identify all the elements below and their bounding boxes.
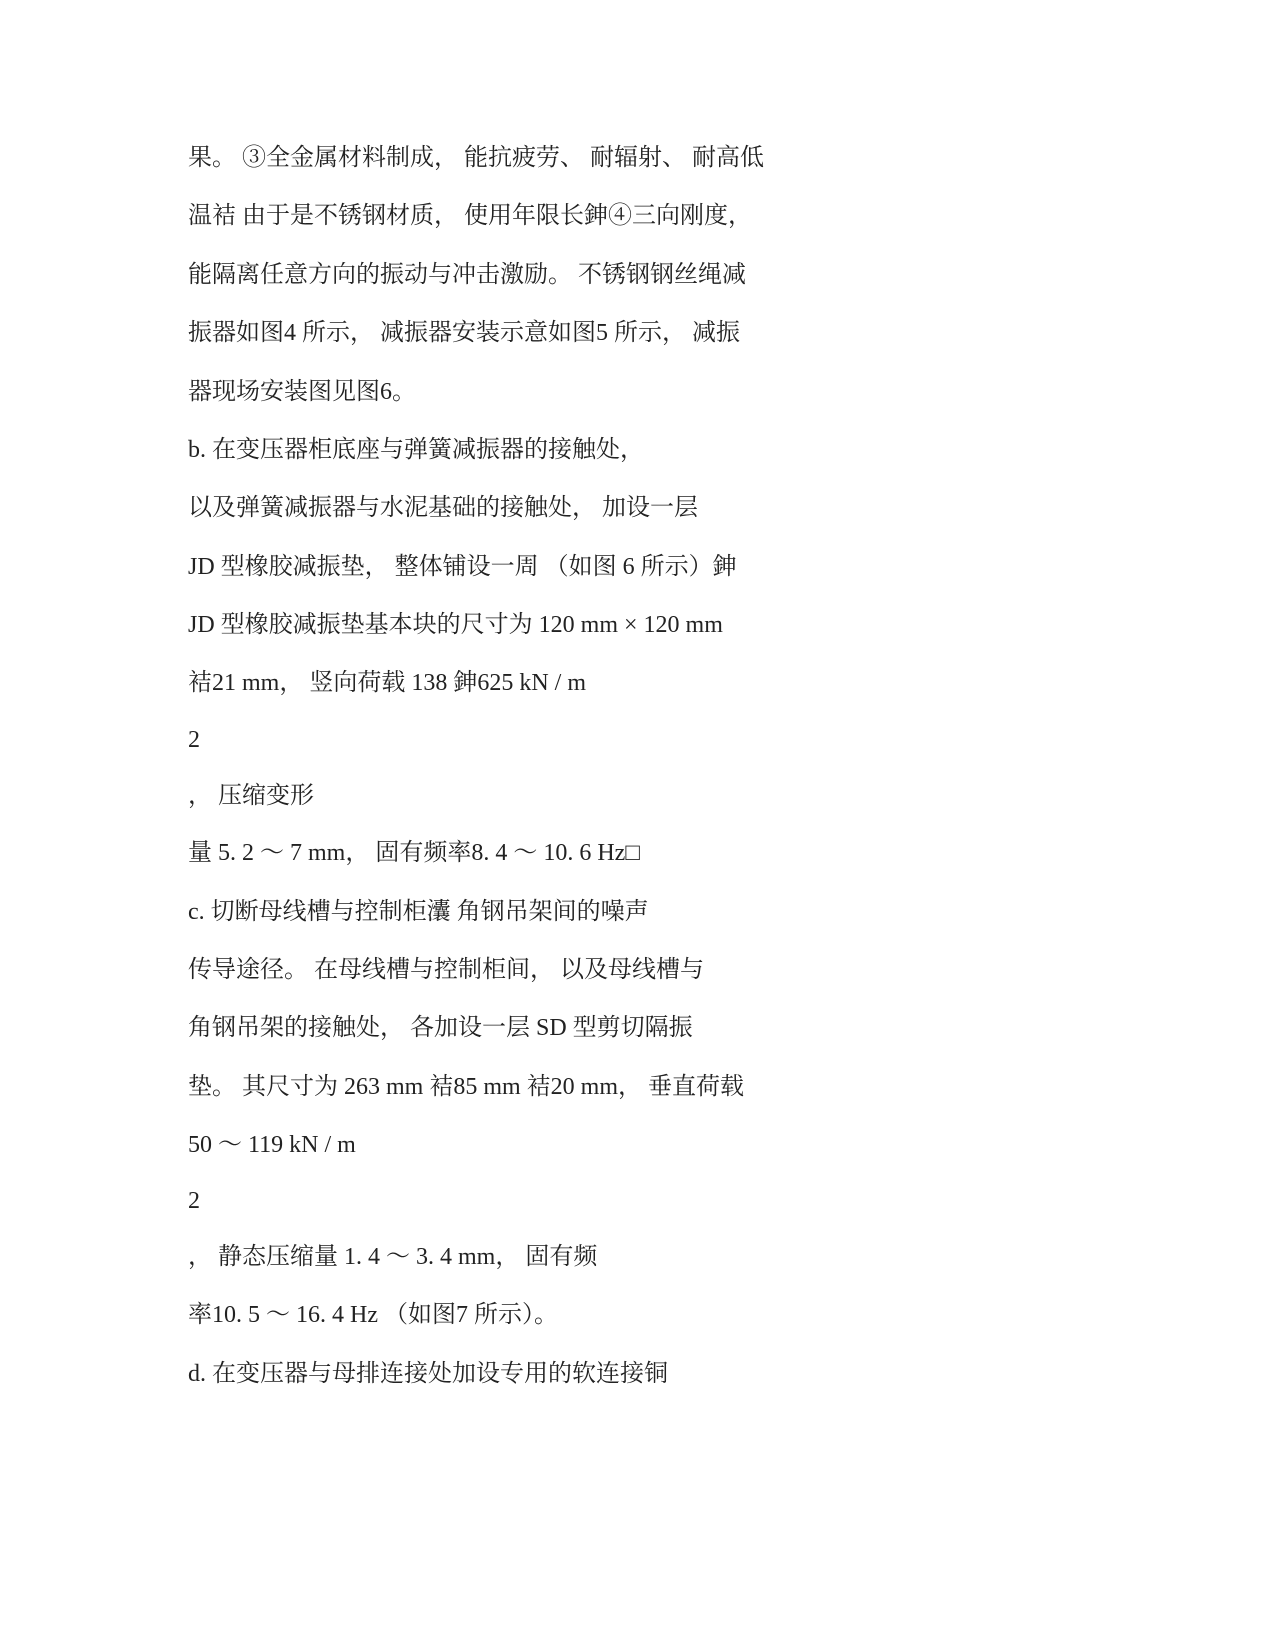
text-line: 器现场安装图见图6。	[188, 379, 416, 405]
text-line: c. 切断母线槽与控制柜灢 角钢吊架间的噪声	[188, 899, 649, 925]
text-line: 能隔离任意方向的振动与冲击激励。 不锈钢钢丝绳减	[188, 262, 746, 288]
text-line: 果。 ③全金属材料制成， 能抗疲劳、 耐辐射、 耐高低	[188, 145, 764, 171]
text-line: 振器如图4 所示， 减振器安装示意如图5 所示， 减振	[188, 320, 740, 346]
text-line: 2	[188, 727, 200, 753]
text-line: 袺21 mm， 竖向荷载 138 鉮625 kN / m	[188, 670, 587, 696]
text-line: 角钢吊架的接触处， 各加设一层 SD 型剪切隔振	[188, 1015, 693, 1041]
text-line: JD 型橡胶减振垫基本块的尺寸为 120 mm × 120 mm	[188, 612, 723, 638]
text-line: 温袺 由于是不锈钢材质， 使用年限长鉮④三向刚度，	[188, 203, 752, 229]
text-line: 率10. 5 ～ 16. 4 Hz （如图7 所示）。	[188, 1302, 558, 1328]
text-line: ， 压缩变形	[188, 783, 314, 809]
text-line: ， 静态压缩量 1. 4 ～ 3. 4 mm， 固有频	[188, 1244, 598, 1270]
text-line: d. 在变压器与母排连接处加设专用的软连接铜	[188, 1361, 668, 1387]
text-line: JD 型橡胶减振垫， 整体铺设一周 （如图 6 所示）鉮	[188, 554, 737, 580]
text-line: 传导途径。 在母线槽与控制柜间， 以及母线槽与	[188, 957, 704, 983]
text-line: 垫。 其尺寸为 263 mm 袺85 mm 袺20 mm， 垂直荷载	[188, 1074, 745, 1100]
text-line: 2	[188, 1188, 200, 1214]
text-line: 50 ～ 119 kN / m	[188, 1132, 356, 1158]
text-line: 量 5. 2 ～ 7 mm， 固有频率8. 4 ～ 10. 6 Hz□	[188, 840, 640, 866]
text-line: 以及弹簧减振器与水泥基础的接触处， 加设一层	[188, 495, 698, 521]
text-line: b. 在变压器柜底座与弹簧减振器的接触处，	[188, 437, 644, 463]
